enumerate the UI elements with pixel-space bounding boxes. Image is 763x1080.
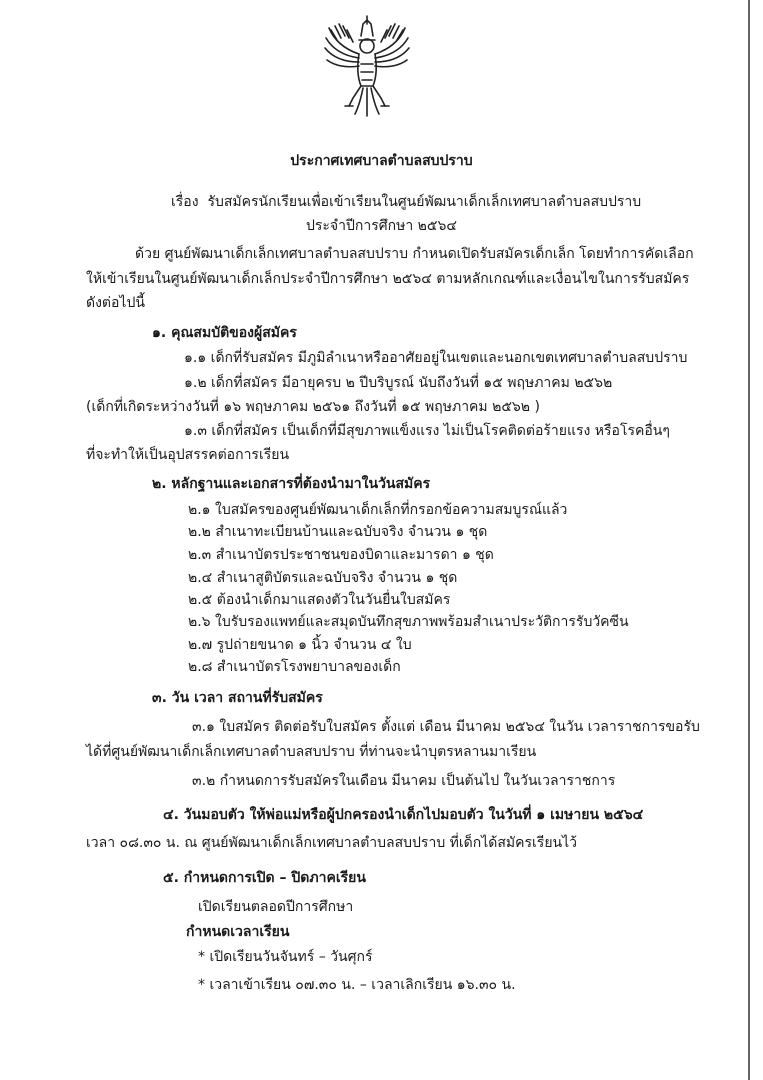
section-4-detail: เวลา ๐๘.๓๐ น. ณ ศูนย์พัฒนาเด็กเล็กเทศบาลตำบลสบปราบ ที่เด็กได้สมัครเรียนไว้ [86,835,578,851]
section-2-item: ๒.๒ สำเนาทะเบียนบ้านและฉบับจริง จำนวน ๑ ชุด [188,524,488,540]
section-4-heading: ๔. วันมอบตัว ให้พ่อแม่หรือผู้ปกครองนำเด็กไปมอบตัว ในวันที่ ๑ เมษายน ๒๕๖๔ [163,807,644,823]
announcement-title: ประกาศเทศบาลตำบลสบปราบ [290,153,473,169]
section-3-heading: ๓. วัน เวลา สถานที่รับสมัคร [152,690,323,706]
section-2-item: ๒.๖ ใบรับรองแพทย์และสมุดบันทึกสุขภาพพร้อมสำเนาประวัติการรับวัคซีน [188,614,629,630]
schedule-subheading: กำหนดเวลาเรียน [186,924,290,940]
intro-line: ดังต่อไปนี้ [86,295,145,311]
subject-line [171,192,641,212]
section-1-item: (เด็กที่เกิดระหว่างวันที่ ๑๖ พฤษภาคม ๒๕๖๑ ถึงวันที่ ๑๕ พฤษภาคม ๒๕๖๒ ) [86,399,540,415]
academic-year-line: ประจำปีการศึกษา ๒๕๖๔ [306,218,457,234]
section-5-heading: ๕. กำหนดการเปิด – ปิดภาคเรียน [163,870,366,886]
garuda-emblem-icon [323,14,411,118]
intro-line: ด้วย ศูนย์พัฒนาเด็กเล็กเทศบาลตำบลสบปราบ กำหนดเปิดรับสมัครเด็กเล็ก โดยทำการคัดเลือก [135,246,694,262]
section-2-item: ๒.๓ สำเนาบัตรประชาชนของบิดาและมารดา ๑ ชุด [188,547,494,563]
section-1-item: ที่จะทำให้เป็นอุปสรรคต่อการเรียน [86,447,290,463]
schedule-bullet: * เวลาเข้าเรียน ๐๗.๓๐ น. – เวลาเลิกเรียน ๑๖.๓๐ น. [198,977,516,993]
subject-text: รับสมัครนักเรียนเพื่อเข้าเรียนในศูนย์พัฒนาเด็กเล็กเทศบาลตำบลสบปราบ [207,194,642,210]
section-2-item: ๒.๕ ต้องนำเด็กมาแสดงตัวในวันยื่นใบสมัคร [188,592,451,608]
section-1-item: ๑.๒ เด็กที่สมัคร มีอายุครบ ๒ ปีบริบูรณ์ นับถึงวันที่ ๑๕ พฤษภาคม ๒๕๖๒ [184,375,613,391]
section-2-item: ๒.๔ สำเนาสูติบัตรและฉบับจริง จำนวน ๑ ชุด [188,570,458,586]
section-2-item: ๒.๗ รูปถ่ายขนาด ๑ นิ้ว จำนวน ๔ ใบ [188,637,412,653]
intro-line: ให้เข้าเรียนในศูนย์พัฒนาเด็กเล็กประจำปีการศึกษา ๒๕๖๔ ตามหลักเกณฑ์และเงื่อนไขในการรับสมัคร [86,271,690,287]
section-3-item: ๓.๒ กำหนดการรับสมัครในเดือน มีนาคม เป็นต้นไป ในวันเวลาราชการ [192,773,616,789]
section-2-item: ๒.๑ ใบสมัครของศูนย์พัฒนาเด็กเล็กที่กรอกข้อความสมบูรณ์แล้ว [188,502,568,518]
section-2-item: ๒.๘ สำเนาบัตรโรงพยาบาลของเด็ก [188,659,401,675]
section-1-item: ๑.๓ เด็กที่สมัคร เป็นเด็กที่มีสุขภาพแข็งแรง ไม่เป็นโรคติดต่อร้ายแรง หรือโรคอื่นๆ [184,423,670,439]
section-2-heading: ๒. หลักฐานและเอกสารที่ต้องนำมาในวันสมัคร [152,476,431,492]
section-5-text: เปิดเรียนตลอดปีการศึกษา [198,899,354,915]
section-3-item: ๓.๑ ใบสมัคร ติดต่อรับใบสมัคร ตั้งแต่ เดือน มีนาคม ๒๕๖๔ ในวัน เวลาราชการขอรับ [192,719,700,735]
section-3-item: ได้ที่ศูนย์พัฒนาเด็กเล็กเทศบาลตำบลสบปราบ ที่ท่านจะนำบุตรหลานมาเรียน [86,744,537,760]
section-1-item: ๑.๑ เด็กที่รับสมัคร มีภูมิลำเนาหรืออาศัยอยู่ในเขตและนอกเขตเทศบาลตำบลสบปราบ [184,350,688,366]
schedule-bullet: * เปิดเรียนวันจันทร์ – วันศุกร์ [198,949,373,965]
subject-label: เรื่อง [171,194,199,210]
section-1-heading: ๑. คุณสมบัติของผู้สมัคร [152,325,297,341]
